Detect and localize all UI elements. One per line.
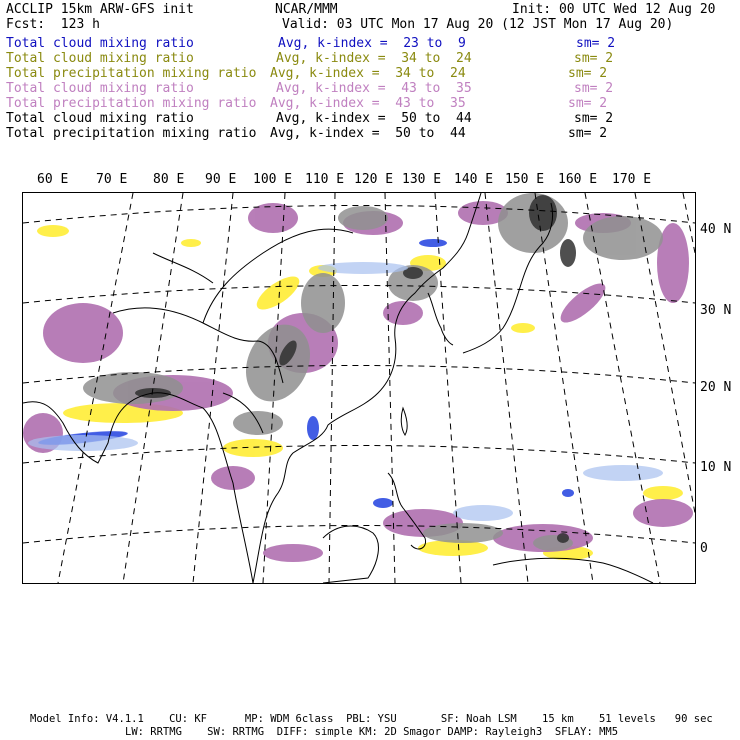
lon-label: 100 E — [253, 172, 293, 187]
meridian-line — [329, 193, 335, 583]
cloud-patch-gray — [301, 273, 345, 333]
cloud-field-layer — [23, 193, 693, 562]
lat-label: 40 N — [700, 222, 732, 237]
valid-time: Valid: 03 UTC Mon 17 Aug 20 (12 JST Mon 17 Aug 20) — [282, 17, 674, 32]
map-canvas — [23, 193, 695, 583]
field-name: Total cloud mixing ratio — [6, 81, 194, 96]
cloud-patch-purple — [383, 301, 423, 325]
cloud-patch-purple — [211, 466, 255, 490]
cloud-patch-lightblue — [583, 465, 663, 481]
cloud-patch-purple — [633, 499, 693, 527]
coastline-taiwan — [401, 408, 407, 435]
cloud-patch-yellow — [511, 323, 535, 333]
field-stat: Avg, k-index = 34 to 24 — [276, 51, 472, 66]
field-stat: Avg, k-index = 43 to 35 — [270, 96, 466, 111]
field-smoothing: sm= 2 — [568, 126, 608, 141]
field-stat: Avg, k-index = 23 to 9 — [278, 36, 466, 51]
field-smoothing: sm= 2 — [568, 66, 608, 81]
plot-title: ACCLIP 15km ARW-GFS init — [6, 2, 194, 17]
cloud-patch-purple — [263, 544, 323, 562]
cloud-patch-blue — [562, 489, 574, 497]
model-info-line1: Model Info: V4.1.1 CU: KF MP: WDM 6class PBL: YSU SF: Noah LSM 15 km 51 levels 90 sec — [30, 713, 713, 725]
field-name: Total cloud mixing ratio — [6, 51, 194, 66]
lon-label: 170 E — [612, 172, 652, 187]
cloud-patch-blue — [307, 416, 319, 440]
lon-label: 140 E — [454, 172, 494, 187]
lon-label: 120 E — [354, 172, 394, 187]
lat-label: 0 — [700, 541, 708, 556]
model-info-line2: LW: RRTMG SW: RRTMG DIFF: simple KM: 2D Smagor DAMP: Rayleigh3 SFLAY: MM5 — [125, 726, 619, 738]
field-stat: Avg, k-index = 50 to 44 — [276, 111, 472, 126]
forecast-hour: Fcst: 123 h — [6, 17, 100, 32]
lon-label: 60 E — [37, 172, 69, 187]
lon-label: 90 E — [205, 172, 237, 187]
cloud-patch-lightblue — [453, 505, 513, 521]
field-name: Total cloud mixing ratio — [6, 36, 194, 51]
lat-label: 30 N — [700, 303, 732, 318]
coastline-newguinea — [493, 558, 653, 583]
lon-label: 130 E — [402, 172, 442, 187]
coastline-borneo — [323, 526, 378, 583]
lon-label: 150 E — [505, 172, 545, 187]
cloud-core-dark — [560, 239, 576, 267]
field-smoothing: sm= 2 — [568, 96, 608, 111]
coastline-korea — [428, 293, 453, 345]
cloud-patch-yellow — [181, 239, 201, 247]
cloud-patch-yellow — [643, 486, 683, 500]
cloud-patch-purple — [43, 303, 123, 363]
field-name: Total precipitation mixing ratio — [6, 66, 257, 81]
lon-label: 80 E — [153, 172, 185, 187]
field-name: Total precipitation mixing ratio — [6, 126, 257, 141]
cloud-patch-lightblue — [318, 262, 408, 274]
cloud-patch-blue — [419, 239, 447, 247]
map-panel — [22, 192, 696, 584]
field-stat: Avg, k-index = 34 to 24 — [270, 66, 466, 81]
field-smoothing: sm= 2 — [574, 111, 614, 126]
cloud-patch-gray — [338, 206, 388, 230]
lon-label: 160 E — [558, 172, 598, 187]
lat-label: 10 N — [700, 460, 732, 475]
field-smoothing: sm= 2 — [574, 81, 614, 96]
field-stat: Avg, k-index = 50 to 44 — [270, 126, 466, 141]
parallel-line — [23, 526, 695, 544]
cloud-core-dark — [557, 533, 569, 543]
lon-label: 70 E — [96, 172, 128, 187]
field-name: Total precipitation mixing ratio — [6, 96, 257, 111]
field-smoothing: sm= 2 — [576, 36, 616, 51]
cloud-patch-blue — [373, 498, 393, 508]
field-stat: Avg, k-index = 43 to 35 — [276, 81, 472, 96]
field-smoothing: sm= 2 — [574, 51, 614, 66]
field-name: Total cloud mixing ratio — [6, 111, 194, 126]
lat-label: 20 N — [700, 380, 732, 395]
init-time: Init: 00 UTC Wed 12 Aug 20 — [512, 2, 716, 17]
lon-label: 110 E — [305, 172, 345, 187]
cloud-patch-lightblue — [28, 435, 138, 451]
institution-label: NCAR/MMM — [275, 2, 338, 17]
meridian-line — [485, 193, 528, 583]
cloud-patch-yellow — [37, 225, 69, 237]
cloud-patch-gray — [583, 216, 663, 260]
